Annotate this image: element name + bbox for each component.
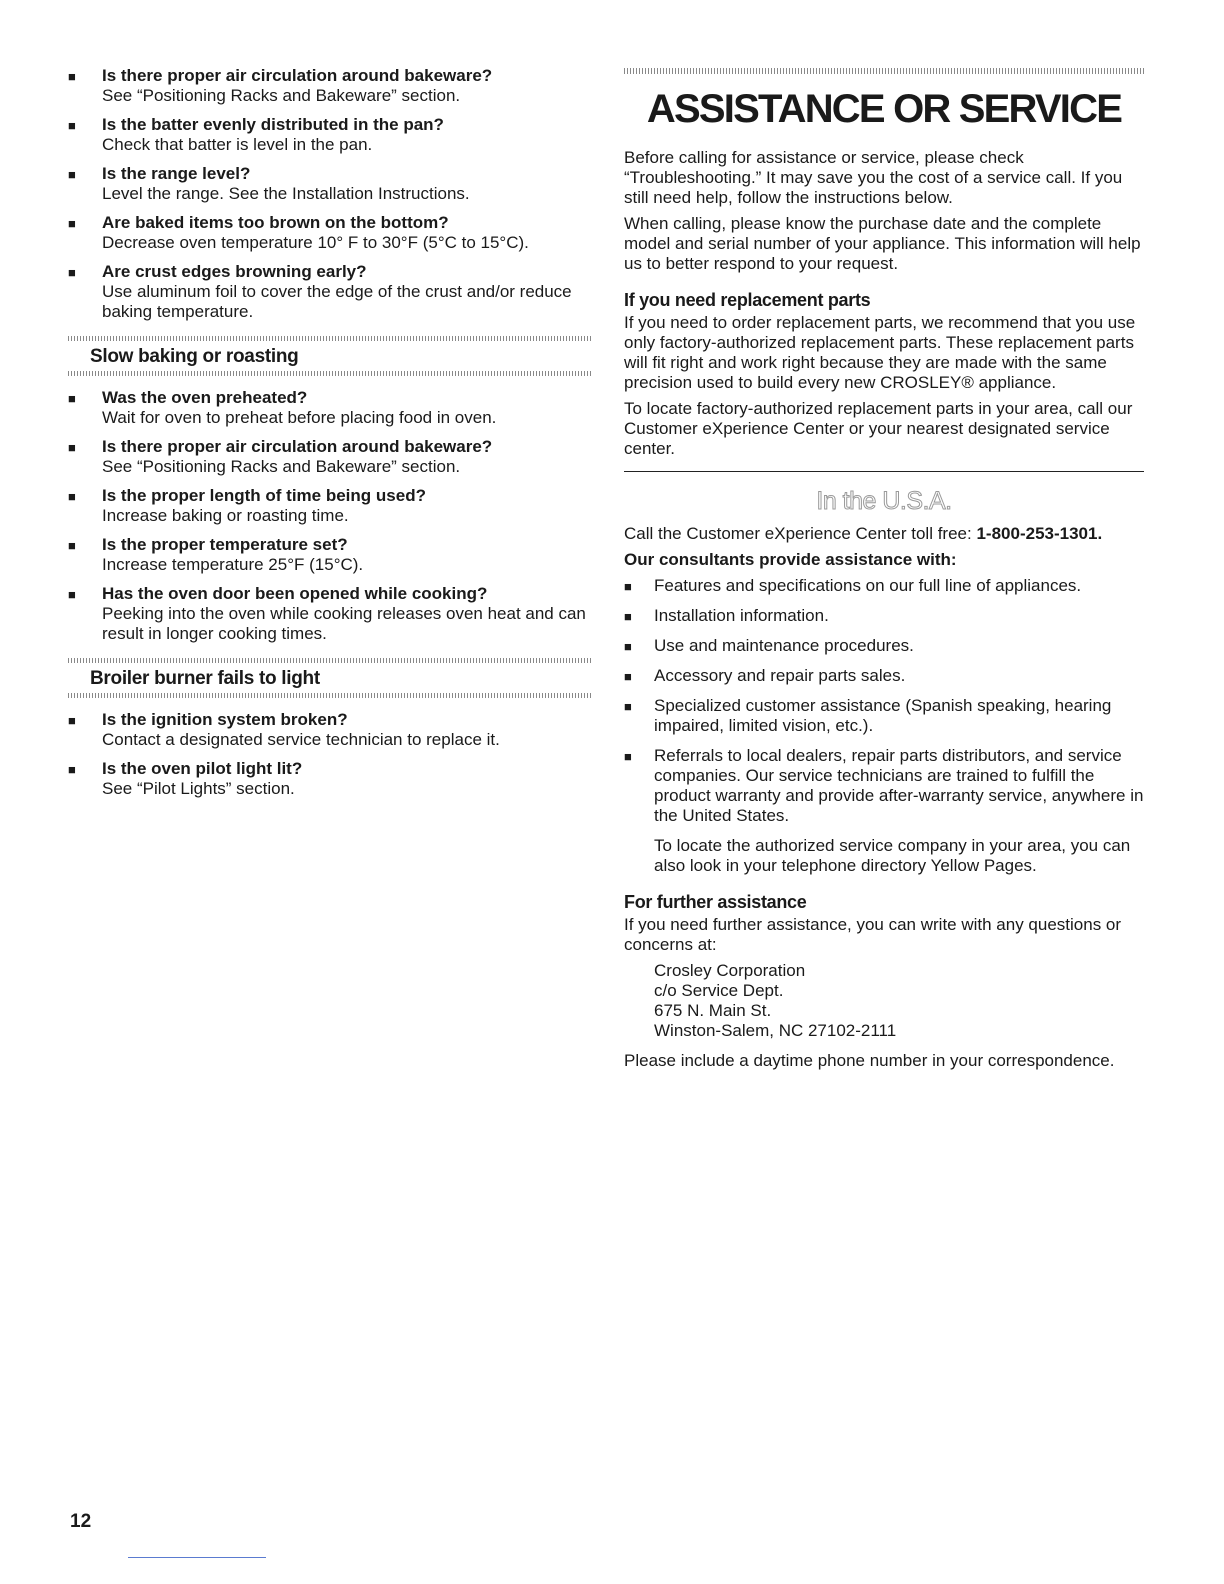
question: Has the oven door been opened while cooking? (102, 584, 488, 603)
phone-number: 1-800-253-1301. (976, 524, 1103, 543)
bullet-icon: ■ (68, 69, 76, 84)
answer: Contact a designated service technician to replace it. (102, 730, 500, 749)
question: Is there proper air circulation around bakeware? (102, 66, 493, 85)
bullet-icon: ■ (624, 699, 632, 714)
bullet-icon: ■ (68, 391, 76, 406)
address-line: c/o Service Dept. (654, 981, 784, 1000)
closing-paragraph: Please include a daytime phone number in your correspondence. (624, 1051, 1115, 1070)
slow-baking-title: Slow baking or roasting (90, 346, 299, 367)
consultants-heading: Our consultants provide assistance with: (624, 550, 957, 569)
bullet-icon: ■ (68, 538, 76, 553)
qa-item (68, 164, 593, 204)
answer: Use aluminum foil to cover the edge of the crust and/or reduce baking temperature. (102, 282, 572, 321)
bullet-icon: ■ (68, 489, 76, 504)
answer: See “Positioning Racks and Bakeware” section. (102, 457, 461, 476)
qa-item (68, 535, 593, 575)
qa-item (68, 584, 593, 644)
list-item-text: Accessory and repair parts sales. (654, 666, 906, 685)
answer: Peeking into the oven while cooking releases oven heat and can result in longer cooking times. (102, 604, 586, 643)
qa-item (68, 486, 593, 526)
bullet-icon: ■ (68, 216, 76, 231)
bullet-icon: ■ (68, 167, 76, 182)
question: Are baked items too brown on the bottom? (102, 213, 449, 232)
bullet-icon: ■ (68, 118, 76, 133)
bullet-icon: ■ (68, 587, 76, 602)
qa-item (68, 115, 593, 155)
intro-qa-list (68, 66, 593, 322)
address-line: Winston-Salem, NC 27102-2111 (654, 1021, 897, 1040)
intro-paragraph: When calling, please know the purchase date and the complete model and serial number of your appliance. This information will help us to better respond to your request. (624, 214, 1141, 273)
question: Is the proper temperature set? (102, 535, 348, 554)
question: Is the range level? (102, 164, 251, 183)
broiler-list (68, 710, 593, 799)
qa-item (68, 388, 593, 428)
slow-baking-header (68, 336, 593, 376)
call-prefix: Call the Customer eXperience Center toll free: (624, 524, 972, 543)
bullet-icon: ■ (68, 265, 76, 280)
list-item-text: Referrals to local dealers, repair parts distributors, and service companies. Our service technicians are trained to fulfill the product warranty and provide after-warranty service, anywhere in the United States. (654, 746, 1144, 825)
replacement-paragraph: To locate factory-authorized replacement parts in your area, call our Customer eXperience Center or your nearest designated service center. (624, 399, 1133, 458)
right-column (624, 68, 1144, 1077)
answer: Decrease oven temperature 10° F to 30°F (5°C to 15°C). (102, 233, 529, 252)
question: Is the batter evenly distributed in the pan? (102, 115, 444, 134)
qa-item (68, 437, 593, 477)
intro-paragraph: Before calling for assistance or service, please check “Troubleshooting.” It may save you the cost of a service call. If you still need help, follow the instructions below. (624, 148, 1123, 207)
region-heading: In the U.S.A. (816, 487, 952, 515)
answer: Increase baking or roasting time. (102, 506, 349, 525)
bullet-icon: ■ (68, 762, 76, 777)
list-item (624, 606, 1144, 626)
bullet-icon: ■ (68, 713, 76, 728)
bullet-icon: ■ (624, 669, 632, 684)
answer: Check that batter is level in the pan. (102, 135, 373, 154)
qa-item (68, 759, 593, 799)
answer: Increase temperature 25°F (15°C). (102, 555, 364, 574)
footer-line (128, 1557, 266, 1558)
question: Is the ignition system broken? (102, 710, 348, 729)
bullet-icon: ■ (624, 579, 632, 594)
answer: See “Pilot Lights” section. (102, 779, 295, 798)
page-number: 12 (70, 1511, 92, 1532)
bullet-icon: ■ (624, 609, 632, 624)
further-assistance-heading: For further assistance (624, 892, 807, 912)
mailing-address (624, 961, 1144, 1041)
answer: Level the range. See the Installation Instructions. (102, 184, 470, 203)
replacement-paragraph: If you need to order replacement parts, we recommend that you use only factory-authorized replacement parts. These replacement parts will fit right and work right because they are made with the same precision used to build every new CROSLEY® appliance. (624, 313, 1136, 392)
qa-item (68, 262, 593, 322)
qa-item (68, 213, 593, 253)
page-title: ASSISTANCE OR SERVICE (646, 87, 1122, 131)
list-item-text: Installation information. (654, 606, 829, 625)
left-column (68, 66, 593, 808)
list-item (624, 636, 1144, 656)
section-rule (68, 693, 593, 698)
question: Is the proper length of time being used? (102, 486, 426, 505)
bullet-icon: ■ (624, 639, 632, 654)
question: Was the oven preheated? (102, 388, 308, 407)
qa-item (68, 710, 593, 750)
question: Is there proper air circulation around bakeware? (102, 437, 493, 456)
bullet-icon: ■ (68, 440, 76, 455)
section-rule (68, 371, 593, 376)
broiler-title: Broiler burner fails to light (90, 668, 320, 689)
broiler-header (68, 658, 593, 698)
answer: Wait for oven to preheat before placing food in oven. (102, 408, 497, 427)
address-line: 675 N. Main St. (654, 1001, 772, 1020)
further-paragraph: If you need further assistance, you can write with any questions or concerns at: (624, 915, 1122, 954)
consultant-list (624, 576, 1144, 826)
call-line (624, 524, 1144, 544)
locate-note: To locate the authorized service company in your area, you can also look in your telephone directory Yellow Pages. (654, 836, 1131, 875)
list-item (624, 746, 1144, 826)
question: Are crust edges browning early? (102, 262, 367, 281)
list-item (624, 666, 1144, 686)
divider (624, 471, 1144, 472)
list-item-text: Use and maintenance procedures. (654, 636, 914, 655)
list-item-text: Features and specifications on our full line of appliances. (654, 576, 1082, 595)
replacement-parts-heading: If you need replacement parts (624, 290, 871, 310)
qa-item (68, 66, 593, 106)
title-rule (624, 68, 1144, 74)
list-item (624, 576, 1144, 596)
slow-baking-list (68, 388, 593, 644)
bullet-icon: ■ (624, 749, 632, 764)
question: Is the oven pilot light lit? (102, 759, 303, 778)
list-item-text: Specialized customer assistance (Spanish speaking, hearing impaired, limited vision, etc.). (654, 696, 1112, 735)
answer: See “Positioning Racks and Bakeware” section. (102, 86, 461, 105)
address-line: Crosley Corporation (654, 961, 806, 980)
list-item (624, 696, 1144, 736)
